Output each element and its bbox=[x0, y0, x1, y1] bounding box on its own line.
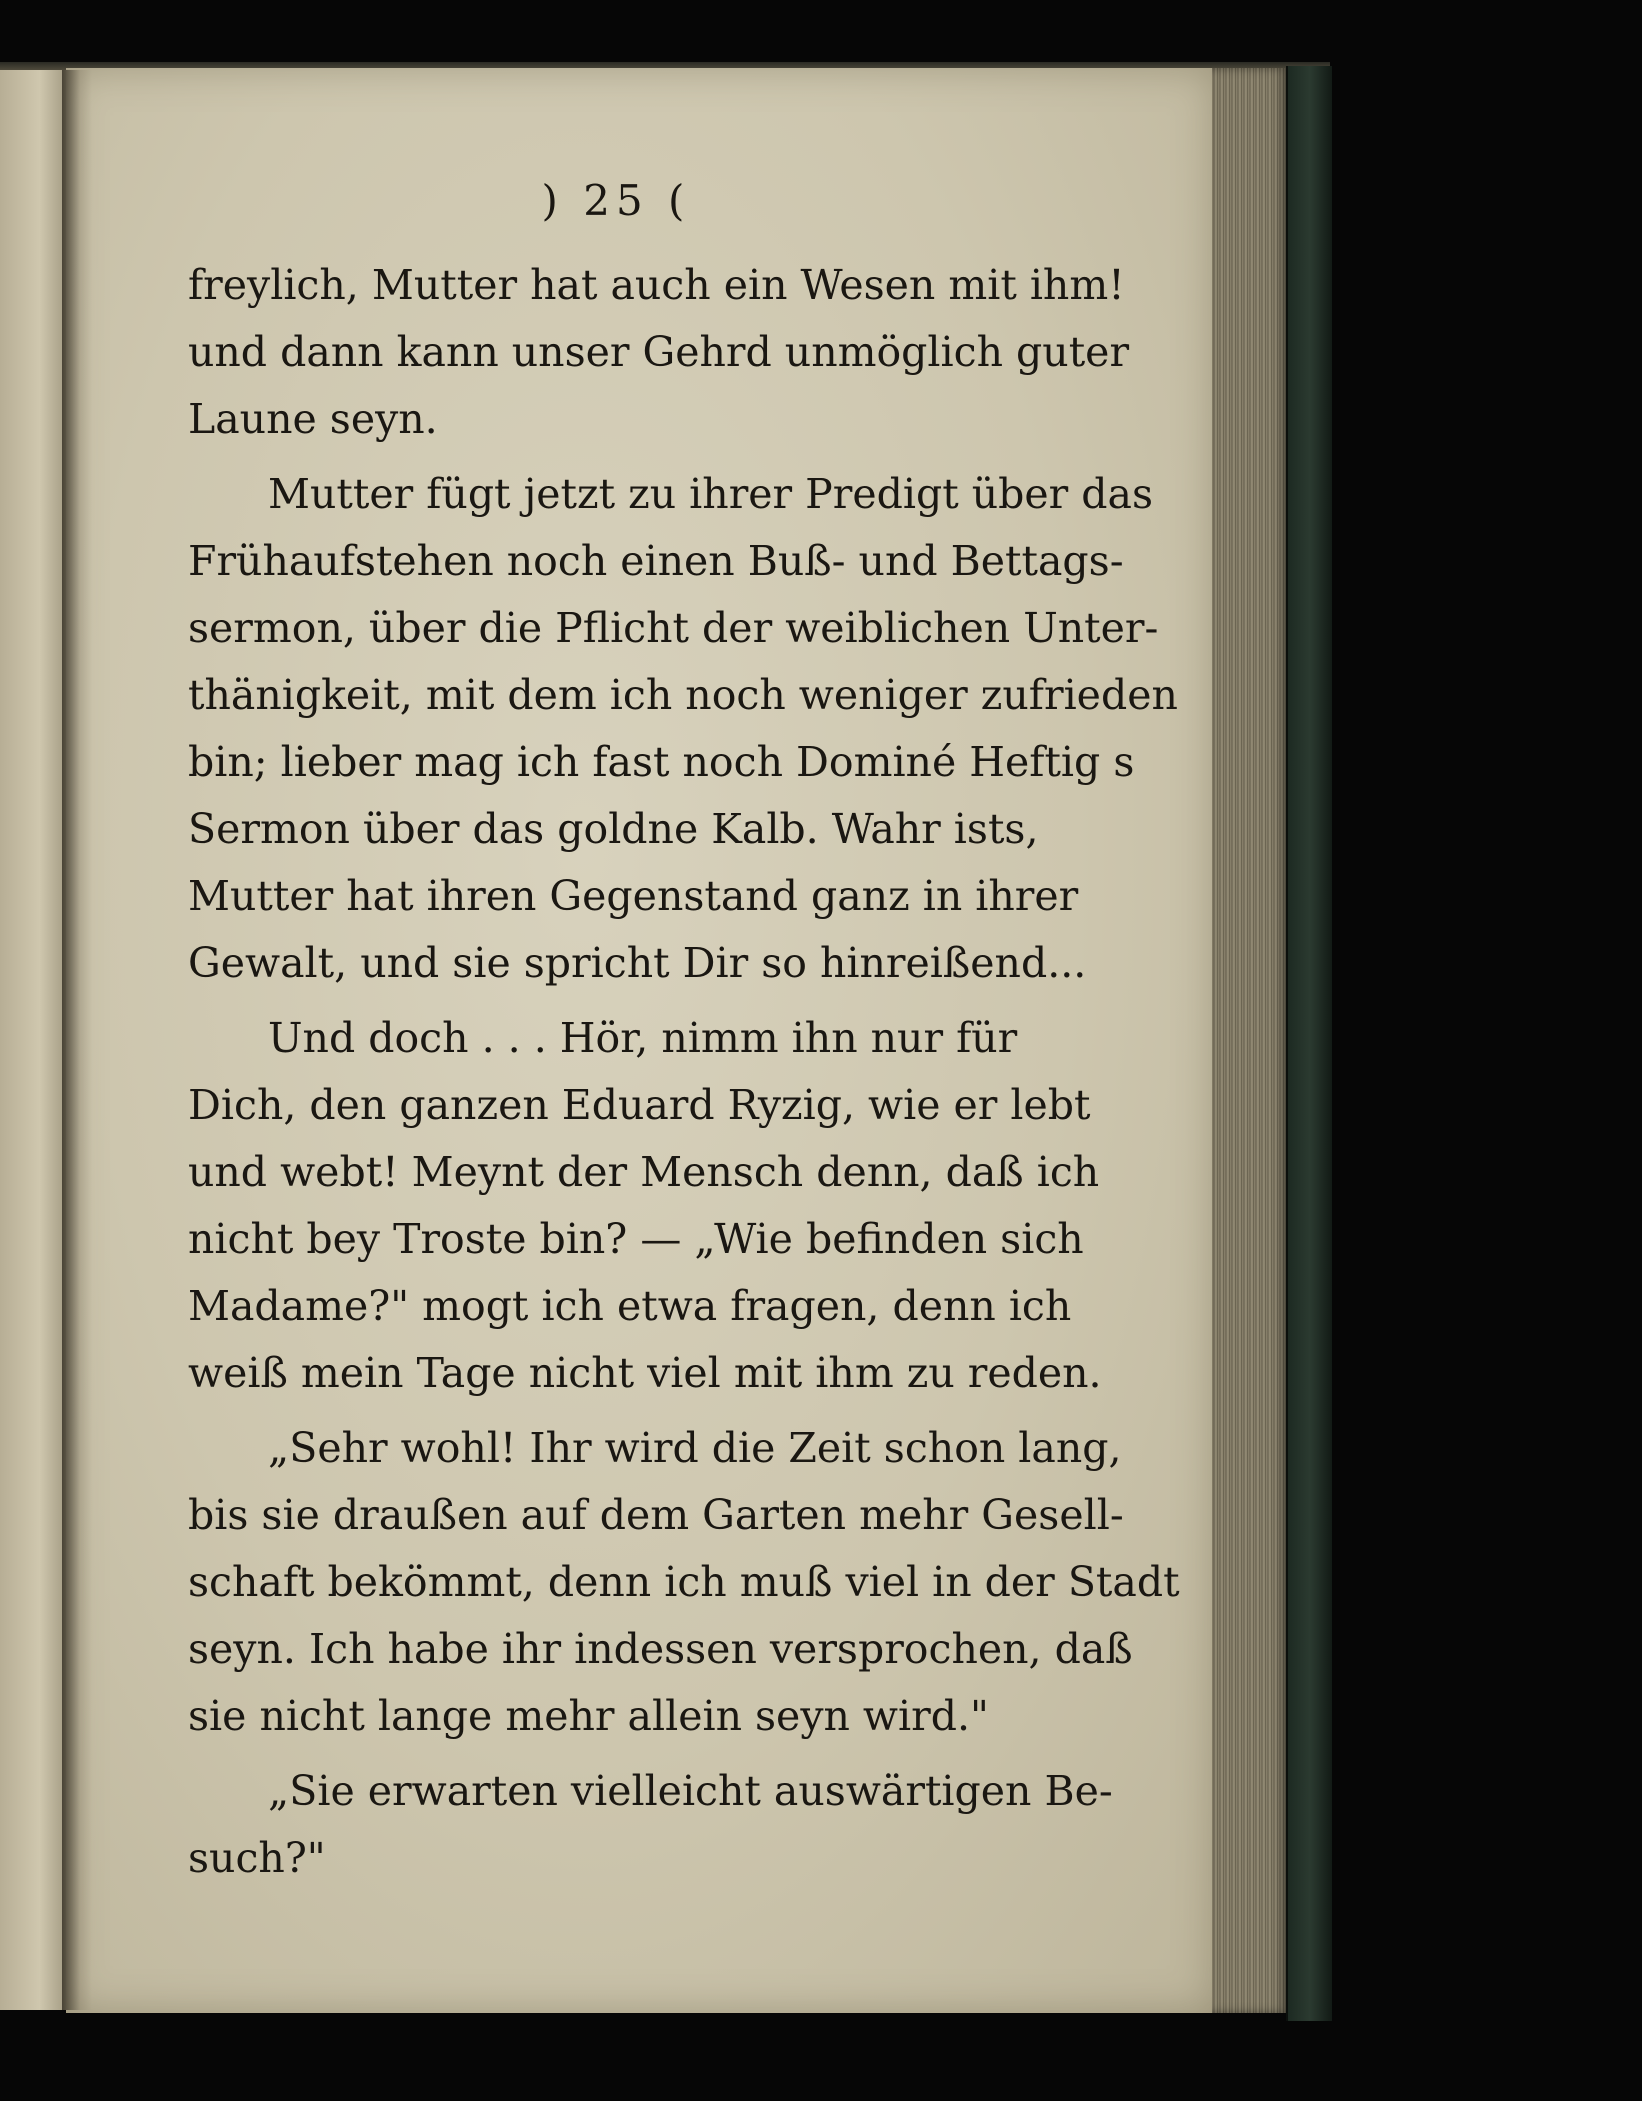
text-line: freylich, Mutter hat auch ein Wesen mit ihm! bbox=[188, 261, 1125, 309]
text-line: bis sie draußen auf dem Garten mehr Gesell- bbox=[188, 1491, 1124, 1539]
left-page-sliver bbox=[0, 70, 69, 2010]
text-line: „Sie erwarten vielleicht auswärtigen Be- bbox=[268, 1767, 1113, 1815]
text-line: und dann kann unser Gehrd unmöglich guter bbox=[188, 328, 1130, 376]
text-line: weiß mein Tage nicht viel mit ihm zu reden. bbox=[188, 1349, 1102, 1397]
text-line: Laune seyn. bbox=[188, 395, 438, 443]
text-line: bin; lieber mag ich fast noch Dominé Heftig s bbox=[188, 738, 1135, 786]
page-number: ) 25 ( bbox=[541, 176, 691, 225]
text-line: thänigkeit, mit dem ich noch weniger zufrieden bbox=[188, 671, 1178, 719]
text-line: „Sehr wohl! Ihr wird die Zeit schon lang, bbox=[268, 1424, 1122, 1472]
text-line: sermon, über die Pflicht der weiblichen Unter- bbox=[188, 604, 1159, 652]
text-line: Mutter fügt jetzt zu ihrer Predigt über das bbox=[268, 470, 1154, 518]
paragraph-4 bbox=[188, 1415, 1180, 1750]
paragraph-5 bbox=[188, 1758, 1113, 1892]
text-line: und webt! Meynt der Mensch denn, daß ich bbox=[188, 1148, 1100, 1196]
text-line: nicht bey Troste bin? — „Wie befinden sich bbox=[188, 1215, 1084, 1263]
text-line: Mutter hat ihren Gegenstand ganz in ihrer bbox=[188, 872, 1079, 920]
page-fore-edge bbox=[1212, 68, 1288, 2013]
book-cover-board bbox=[1286, 66, 1332, 2021]
text-line: schaft bekömmt, denn ich muß viel in der Stadt bbox=[188, 1558, 1180, 1606]
paragraph-2 bbox=[188, 461, 1178, 997]
page-text bbox=[188, 252, 1180, 1892]
paragraph-3 bbox=[188, 1005, 1102, 1407]
text-line: such?" bbox=[188, 1834, 326, 1882]
paragraph-1 bbox=[188, 252, 1130, 453]
text-line: sie nicht lange mehr allein seyn wird." bbox=[188, 1692, 989, 1740]
text-line: seyn. Ich habe ihr indessen versprochen, daß bbox=[188, 1625, 1133, 1673]
text-line: Sermon über das goldne Kalb. Wahr ists, bbox=[188, 805, 1039, 853]
text-line: Madame?" mogt ich etwa fragen, denn ich bbox=[188, 1282, 1072, 1330]
text-line: Und doch . . . Hör, nimm ihn nur für bbox=[268, 1014, 1018, 1062]
text-line: Frühaufstehen noch einen Buß- und Bettags- bbox=[188, 537, 1124, 585]
text-line: Gewalt, und sie spricht Dir so hinreißend... bbox=[188, 939, 1087, 987]
text-line: Dich, den ganzen Eduard Ryzig, wie er lebt bbox=[188, 1081, 1091, 1129]
